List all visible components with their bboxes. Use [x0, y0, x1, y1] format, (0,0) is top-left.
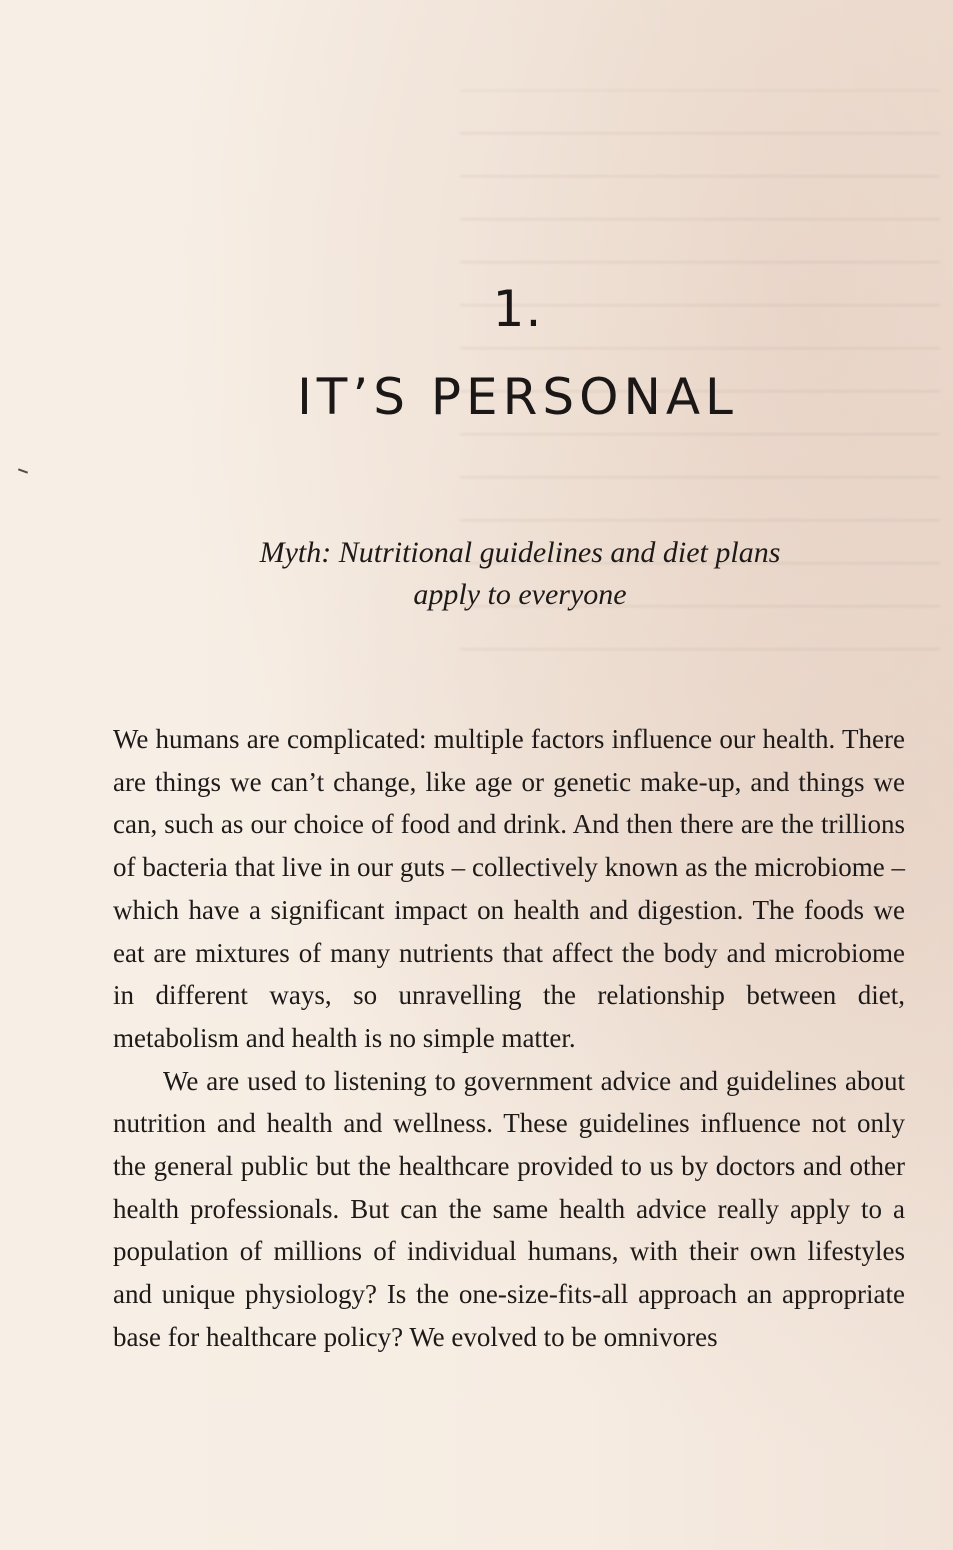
myth-line-2: apply to everyone: [413, 578, 627, 611]
margin-mark: [18, 468, 28, 473]
myth-line-1: Myth: Nutritional guidelines and diet plans: [259, 536, 781, 569]
body-text: [113, 718, 905, 1359]
myth-subtitle: [150, 532, 890, 616]
paragraph-1: We humans are complicated: multiple factors influence our health. There are things we can’t change, like age or genetic make-up, and things we can, such as our choice of food and drink. And then there are the trillions of bacteria that live in our guts – collectively known as the microbiome – which have a significant impact on health and digestion. The foods we eat are mixtures of many nutrients that affect the body and microbiome in different ways, so unravelling the relationship between diet, metabolism and health is no simple matter.: [113, 724, 905, 1053]
chapter-title: IT’S PERSONAL: [297, 368, 738, 426]
chapter-number: 1.: [492, 280, 543, 338]
paragraph-2: We are used to listening to government advice and guidelines about nutrition and health and wellness. These guidelines influence not only the general public but the healthcare provided to us by doctors and other health professionals. But can the same health advice really apply to a population of millions of individual humans, with their own lifestyles and unique physiology? Is the one-size-fits-all approach an appropriate base for healthcare policy? We evolved to be omnivores: [113, 1065, 905, 1352]
